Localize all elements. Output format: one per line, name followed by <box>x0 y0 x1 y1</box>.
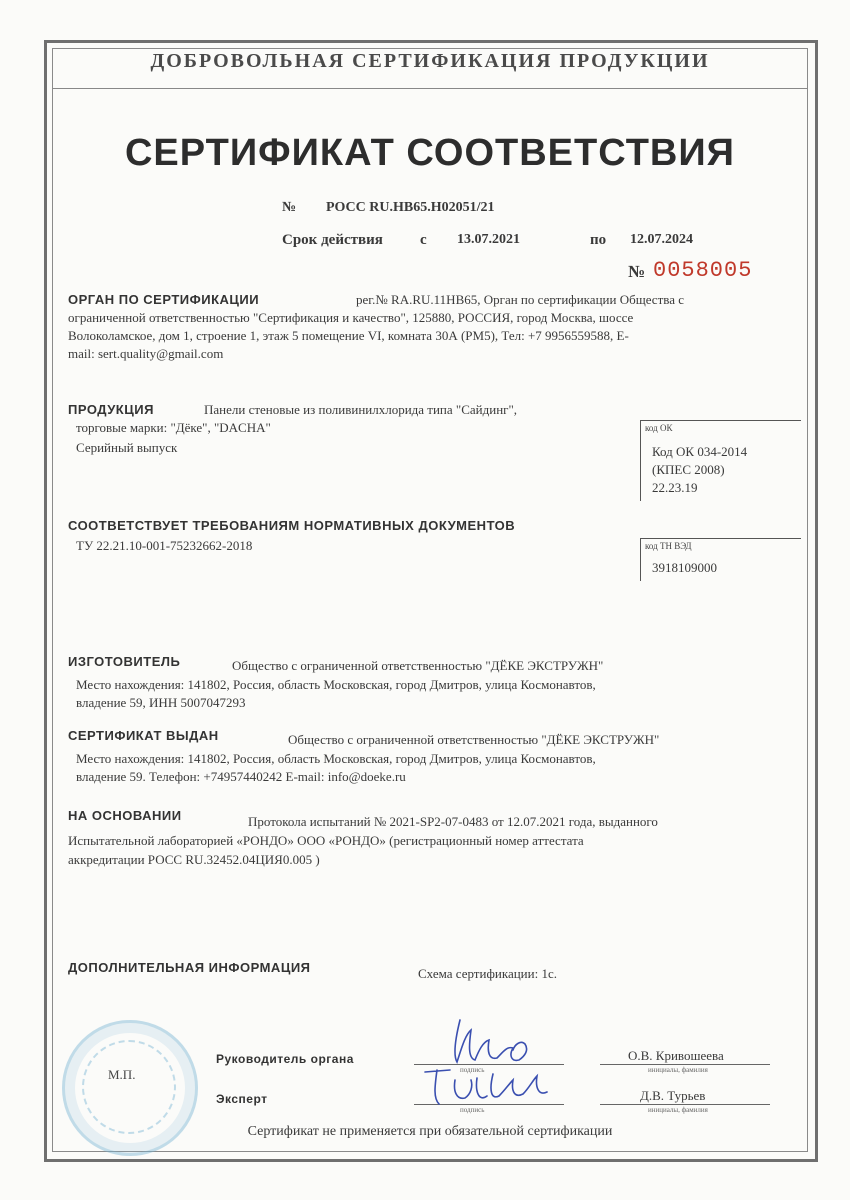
tnved-box-label: код ТН ВЭД <box>645 541 692 551</box>
product-label: ПРОДУКЦИЯ <box>68 402 154 417</box>
expert-name-caption: инициалы, фамилия <box>648 1106 708 1114</box>
expert-name-line <box>600 1104 770 1105</box>
okpd-line-1: Код ОК 034-2014 <box>652 444 748 459</box>
validity-from-date: 13.07.2021 <box>457 232 520 247</box>
head-signature-stroke <box>455 1020 527 1062</box>
validity-label: Срок действия <box>282 232 383 248</box>
validity-from-word: с <box>420 232 427 248</box>
manufacturer-label: ИЗГОТОВИТЕЛЬ <box>68 654 181 669</box>
issued-to-line-2: Место нахождения: 141802, Россия, область Московская, город Дмитров, улица Космонавтов, <box>76 751 596 766</box>
certificate-title: СЕРТИФИКАТ СООТВЕТСТВИЯ <box>124 132 735 174</box>
seal-inner-ring <box>82 1040 176 1134</box>
expert-signature-caption: подпись <box>460 1106 485 1114</box>
validity-to-date: 12.07.2024 <box>630 232 693 247</box>
okpd-line-3: 22.23.19 <box>652 480 698 495</box>
basis-label: НА ОСНОВАНИИ <box>68 808 182 823</box>
head-name-line <box>600 1064 770 1065</box>
handwritten-signatures <box>405 1000 575 1115</box>
conformity-label: СООТВЕТСТВУЕТ ТРЕБОВАНИЯМ НОРМАТИВНЫХ ДОКУМЕНТОВ <box>68 518 516 533</box>
certificate-number: РОСС RU.НВ65.Н02051/21 <box>326 200 495 215</box>
footer-note: Сертификат не применяется при обязательной сертификации <box>247 1124 613 1139</box>
basis-line-2: Испытательной лабораторией «РОНДО» ООО «РОНДО» (регистрационный номер аттестата <box>68 833 584 848</box>
normative-document: ТУ 22.21.10-001-75232662-2018 <box>76 538 253 553</box>
product-line-3: Серийный выпуск <box>76 440 178 455</box>
organ-label: ОРГАН ПО СЕРТИФИКАЦИИ <box>68 292 260 307</box>
organ-line-2: ограниченной ответственностью "Сертификация и качество", 125880, РОССИЯ, город Москва, шоссе <box>68 310 634 325</box>
tnved-code: 3918109000 <box>652 560 717 575</box>
number-sign: № <box>282 200 297 215</box>
expert-name: Д.В. Турьев <box>640 1088 706 1103</box>
serial-sign: № <box>628 262 646 281</box>
manufacturer-line-3: владение 59, ИНН 5007047293 <box>76 695 246 710</box>
organ-line-4: mail: sert.quality@gmail.com <box>68 346 224 361</box>
issued-to-label: СЕРТИФИКАТ ВЫДАН <box>68 728 219 743</box>
organ-line-3: Волоколамское, дом 1, строение 1, этаж 5 помещение VI, комната 30А (РМ5), Тел: +7 9956559588, E- <box>68 328 629 343</box>
basis-line-3: аккредитации РОСС RU.32452.04ЦИЯ0.005 ) <box>68 852 320 867</box>
additional-info-label: ДОПОЛНИТЕЛЬНАЯ ИНФОРМАЦИЯ <box>68 960 311 975</box>
stamp-placeholder-label: М.П. <box>108 1067 136 1082</box>
expert-label: Эксперт <box>216 1092 268 1106</box>
basis-line-1: Протокола испытаний № 2021-SP2-07-0483 от 12.07.2021 года, выданного <box>248 814 658 829</box>
head-signature-caption: подпись <box>460 1066 485 1074</box>
certification-header: ДОБРОВОЛЬНАЯ СЕРТИФИКАЦИЯ ПРОДУКЦИИ <box>150 50 710 72</box>
head-name: О.В. Кривошеева <box>628 1048 724 1063</box>
issued-to-line-3: владение 59. Телефон: +74957440242 E-mail: info@doeke.ru <box>76 769 406 784</box>
certification-scheme: Схема сертификации: 1с. <box>418 966 557 981</box>
serial-number: 0058005 <box>653 258 753 283</box>
expert-signature-stroke <box>425 1070 547 1104</box>
organ-line-1: рег.№ RA.RU.11НВ65, Орган по сертификации Общества с <box>356 292 685 307</box>
head-name-caption: инициалы, фамилия <box>648 1066 708 1074</box>
manufacturer-line-2: Место нахождения: 141802, Россия, область Московская, город Дмитров, улица Космонавтов, <box>76 677 596 692</box>
header-divider <box>52 88 808 89</box>
manufacturer-name: Общество с ограниченной ответственностью "ДЁКЕ ЭКСТРУЖН" <box>232 658 604 673</box>
product-line-2: торговые марки: "Дёке", "DACHA" <box>76 420 271 435</box>
validity-to-word: по <box>590 232 607 248</box>
issued-to-name: Общество с ограниченной ответственностью "ДЁКЕ ЭКСТРУЖН" <box>288 732 660 747</box>
okpd-line-2: (КПЕС 2008) <box>652 462 725 477</box>
product-line-1: Панели стеновые из поливинилхлорида типа "Сайдинг", <box>204 402 518 417</box>
okpd-box-label: код ОК <box>645 423 673 433</box>
head-of-organ-label: Руководитель органа <box>216 1052 354 1066</box>
